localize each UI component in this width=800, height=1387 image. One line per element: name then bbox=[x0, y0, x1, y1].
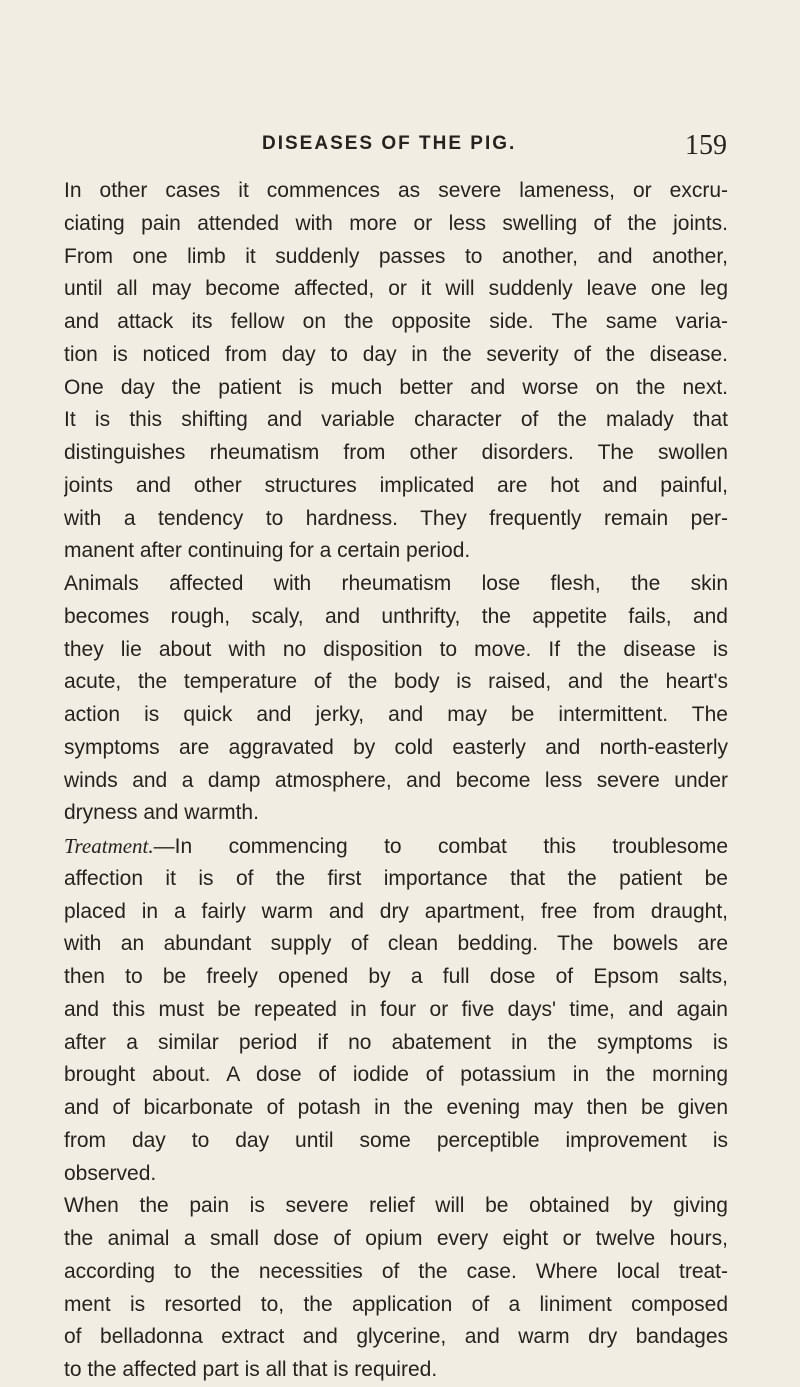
page-number: 159 bbox=[685, 130, 727, 161]
paragraph-pain-relief bbox=[64, 1190, 728, 1387]
text-line: and of bicarbonate of potash in the evening may then be given bbox=[64, 1096, 728, 1119]
text-line: they lie about with no disposition to move. If the disease is bbox=[64, 637, 728, 661]
text-line: dryness and warmth. bbox=[64, 801, 259, 825]
text-line: until all may become affected, or it will suddenly leave one leg bbox=[64, 277, 728, 301]
text-line: the animal a small dose of opium every eight or twelve hours, bbox=[64, 1227, 728, 1250]
text-line: with a tendency to hardness. They frequently remain per- bbox=[64, 506, 728, 530]
paragraph-animals-affected bbox=[64, 568, 728, 830]
text-line: tion is noticed from day to day in the severity of the disease. bbox=[64, 342, 728, 366]
text-line: after a similar period if no abatement in the symptoms is bbox=[64, 1030, 728, 1054]
running-title: DISEASES OF THE PIG. bbox=[262, 133, 517, 154]
text-line: manent after continuing for a certain period. bbox=[64, 539, 471, 563]
text-line: symptoms are aggravated by cold easterly and north-easterly bbox=[64, 735, 728, 759]
text-line: with an abundant supply of clean bedding. The bowels are bbox=[64, 932, 728, 956]
text-line: It is this shifting and variable character of the malady that bbox=[64, 408, 728, 432]
text-line: joints and other structures implicated are hot and painful, bbox=[64, 473, 728, 497]
text-line: Animals affected with rheumatism lose flesh, the skin bbox=[64, 572, 728, 595]
text-line: One day the patient is much better and worse on the next. bbox=[64, 375, 728, 399]
text-line: ciating pain attended with more or less swelling of the joints. bbox=[64, 211, 728, 235]
text-line: placed in a fairly warm and dry apartment, free from draught, bbox=[64, 899, 728, 923]
text-line: distinguishes rheumatism from other disorders. The swollen bbox=[64, 441, 728, 464]
text-line: to the affected part is all that is required. bbox=[64, 1358, 438, 1381]
text-line: affection it is of the first importance that the patient be bbox=[64, 866, 728, 890]
paragraph-treatment bbox=[64, 830, 728, 1190]
paragraph-symptoms bbox=[64, 175, 728, 568]
text-line: observed. bbox=[64, 1161, 157, 1185]
text-line: becomes rough, scaly, and unthrifty, the appetite fails, and bbox=[64, 604, 728, 628]
text-line: then to be freely opened by a full dose of Epsom salts, bbox=[64, 965, 728, 988]
text-line: winds and a damp atmosphere, and become less severe under bbox=[64, 768, 728, 792]
text-line: according to the necessities of the case. Where local treat- bbox=[64, 1259, 728, 1283]
text-line: of belladonna extract and glycerine, and warm dry bandages bbox=[64, 1325, 728, 1349]
text-line: and attack its fellow on the opposite side. The same varia- bbox=[64, 310, 728, 333]
text-line: From one limb it suddenly passes to another, and another, bbox=[64, 244, 728, 268]
text-line: acute, the temperature of the body is raised, and the heart's bbox=[64, 670, 728, 694]
running-head bbox=[262, 130, 727, 167]
text-line: When the pain is severe relief will be obtained by giving bbox=[64, 1194, 728, 1218]
treatment-first-line: —In commencing to combat this troublesome bbox=[153, 835, 728, 858]
text-line: and this must be repeated in four or five days' time, and again bbox=[64, 997, 728, 1021]
text-line: from day to day until some perceptible improvement is bbox=[64, 1128, 728, 1152]
treatment-label: Treatment. bbox=[64, 834, 154, 858]
text-line: brought about. A dose of iodide of potassium in the morning bbox=[64, 1063, 728, 1087]
text-line: action is quick and jerky, and may be intermittent. The bbox=[64, 703, 728, 726]
text-line: In other cases it commences as severe lameness, or excru- bbox=[64, 179, 728, 202]
body-text bbox=[64, 175, 728, 1387]
text-line: ment is resorted to, the application of a liniment composed bbox=[64, 1292, 728, 1316]
text-line bbox=[64, 830, 728, 863]
